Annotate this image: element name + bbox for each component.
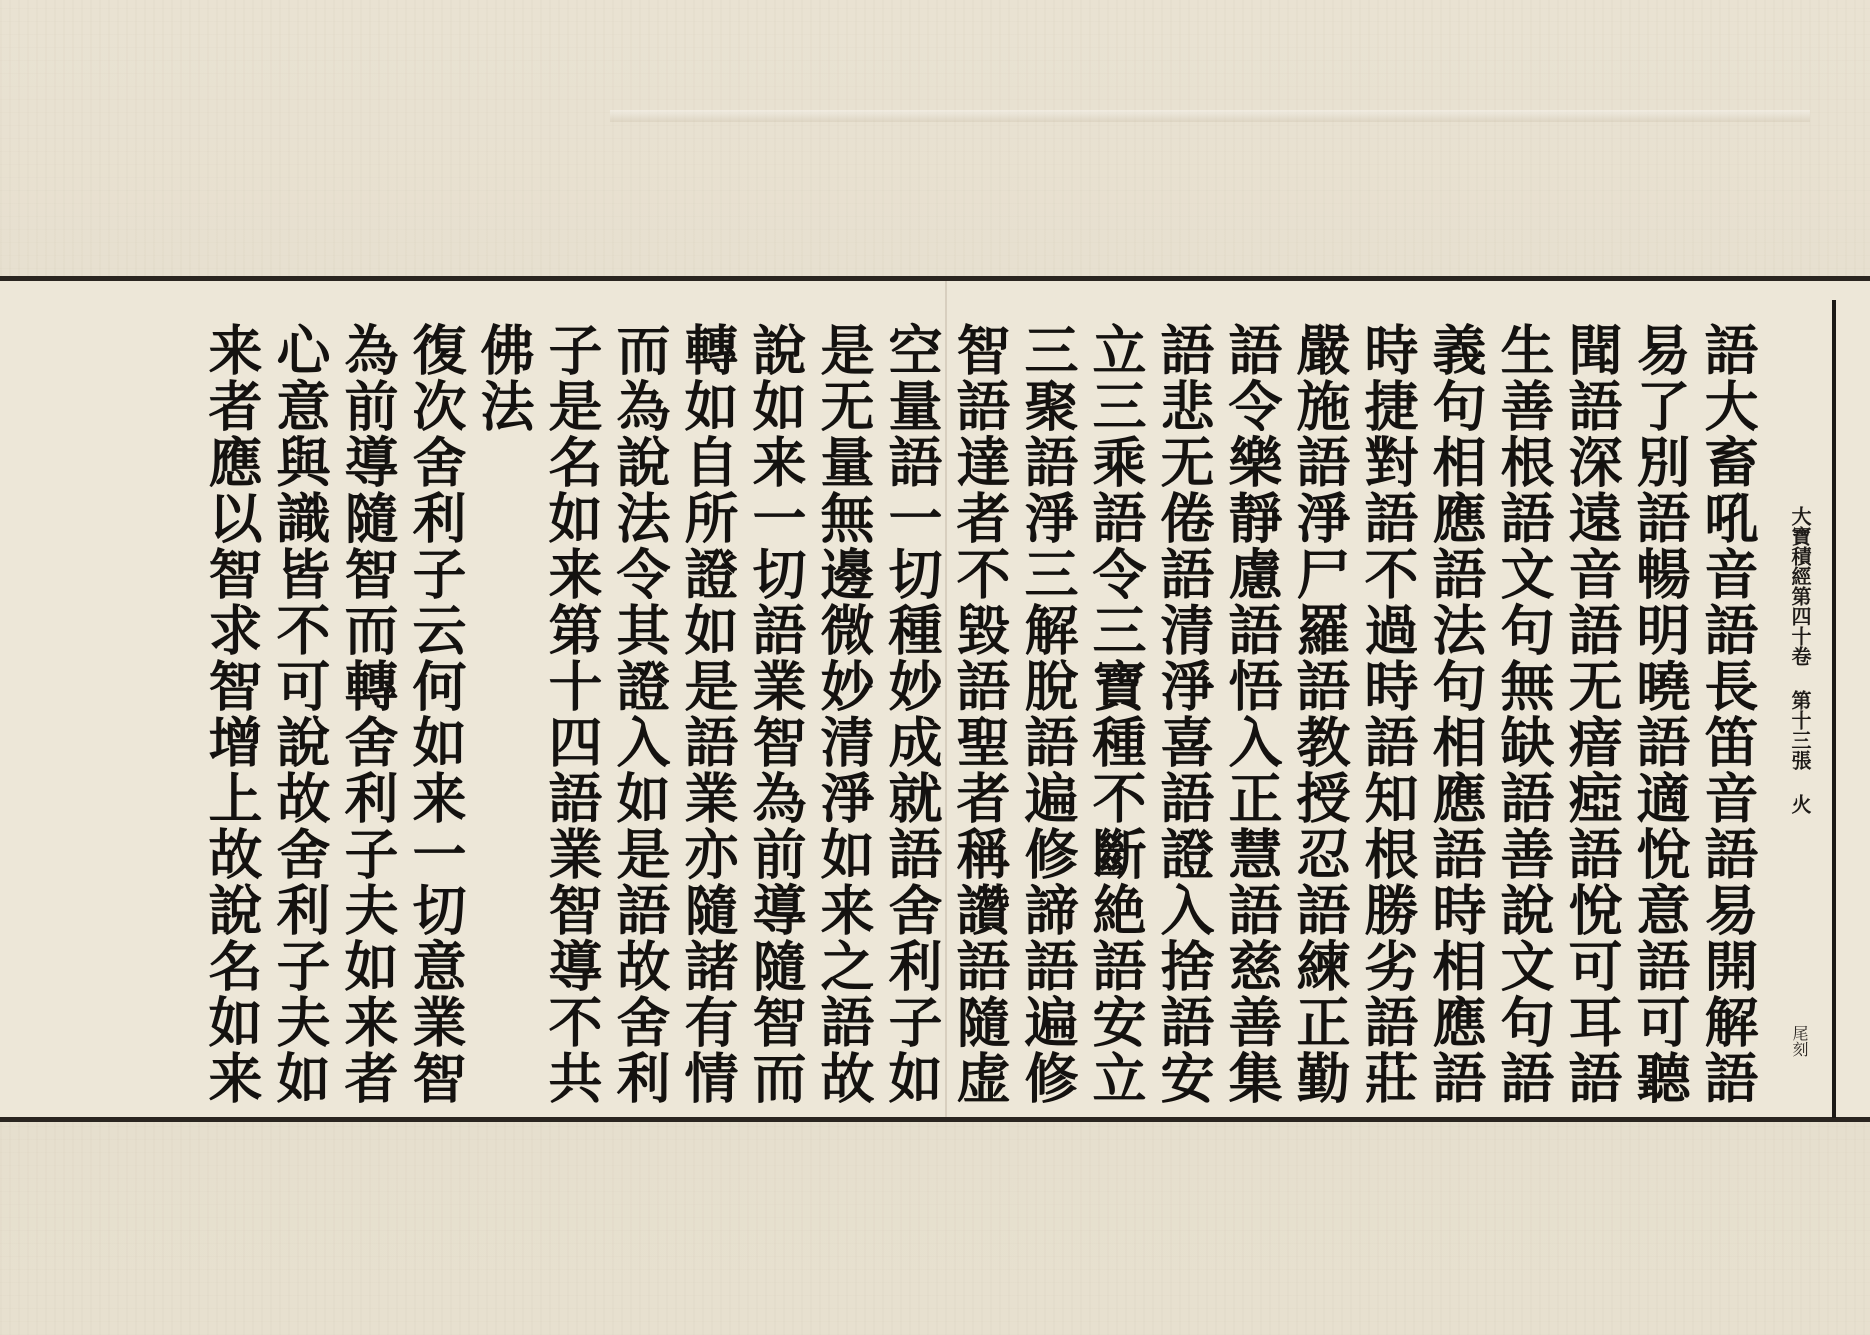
text-column: 立三乘語令三寶種不斷絶語安立	[1084, 322, 1148, 1106]
text-column: 復次舍利子云何如来一切意業智	[404, 322, 468, 1106]
text-column: 聞語深遠音語无瘖瘂語悅可耳語	[1560, 322, 1624, 1106]
text-column: 嚴施語淨尸羅語教授忍語練正勤	[1288, 322, 1352, 1106]
right-frame-line	[1832, 300, 1836, 1118]
text-column: 来者應以智求智增上故說名如来	[200, 322, 264, 1106]
text-column: 生善根語文句無缺語善說文句語	[1492, 322, 1556, 1106]
text-column: 語令樂靜慮語悟入正慧語慈善集	[1220, 322, 1284, 1106]
text-column: 智語達者不毀語聖者稱讚語隨虚	[948, 322, 1012, 1106]
text-column: 空量語一切種妙成就語舍利子如	[880, 322, 944, 1106]
text-column: 子是名如来第十四語業智導不共	[540, 322, 604, 1106]
text-column: 說如来一切語業智為前導隨智而	[744, 322, 808, 1106]
text-column: 是无量無邊微妙清淨如来之語故	[812, 322, 876, 1106]
margin-carver-mark: 尾刻	[1790, 1025, 1809, 1057]
text-columns	[198, 322, 1762, 1112]
text-column: 三聚語淨三解脫語遍修諦語遍修	[1016, 322, 1080, 1106]
text-column: 義句相應語法句相應語時相應語	[1424, 322, 1488, 1106]
text-column: 轉如自所證如是語業亦隨諸有情	[676, 322, 740, 1106]
text-column: 時捷對語不過時語知根勝劣語莊	[1356, 322, 1420, 1106]
text-column: 心意與識皆不可說故舍利子夫如	[268, 322, 332, 1106]
text-column: 佛法	[472, 322, 536, 434]
text-column: 語悲无倦語清淨喜語證入捨語安	[1152, 322, 1216, 1106]
text-column: 易了別語暢明曉語適悅意語可聽	[1628, 322, 1692, 1106]
margin-title: 大寶積經第四十卷 第十三張 火	[1788, 506, 1812, 814]
text-column: 而為說法令其證入如是語故舍利	[608, 322, 672, 1106]
text-column: 語大畜吼音語長笛音語易開解語	[1696, 322, 1760, 1106]
paper-fold	[610, 110, 1810, 122]
text-column: 為前導隨智而轉舍利子夫如来者	[336, 322, 400, 1106]
